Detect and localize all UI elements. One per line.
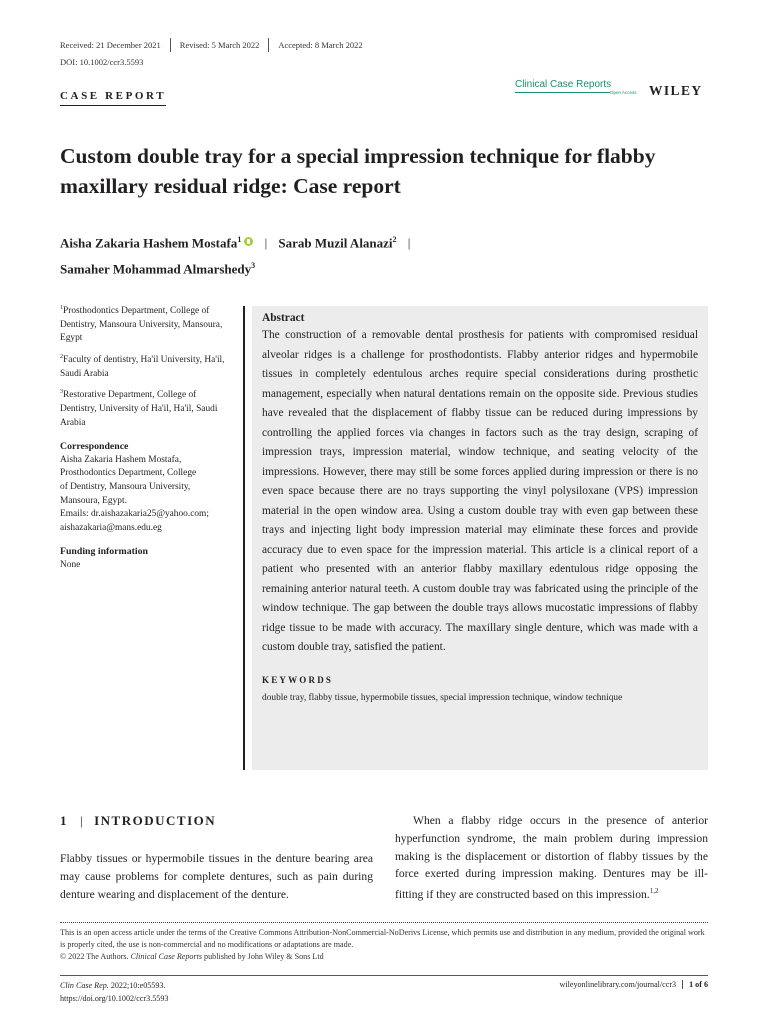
affiliation-number: 3	[60, 389, 63, 396]
section-number: 1	[60, 813, 68, 828]
license-divider	[60, 922, 708, 923]
footer-rule	[60, 975, 708, 976]
revised-date: Revised: 5 March 2022	[170, 38, 269, 52]
citation-line	[60, 980, 168, 993]
keywords-heading: KEYWORDS	[262, 674, 334, 685]
correspondence-line[interactable]: Emails: dr.aishazakaria25@yahoo.com;	[60, 509, 209, 520]
author-name[interactable]: Sarab Muzil Alanazi	[278, 235, 393, 251]
intro-paragraph-left: Flabby tissues or hypermobile tissues in the denture bearing area may cause problems for complete dentures, such as pain during denture wearing and displacement of the denture.	[60, 852, 373, 901]
author-separator: |	[407, 235, 411, 251]
abstract-heading: Abstract	[262, 312, 305, 324]
publication-dates	[60, 38, 372, 52]
affiliation-text: Faculty of dentistry, Ha'il University, Ha'il, Saudi Arabia	[60, 355, 225, 379]
abstract-text: The construction of a removable dental prosthesis for patients with compromised residual alveolar ridges is a challenge for prosthodontists. Flabby anterior ridges and hypermobile tissues in completely edentulous arches require special considerations during prosthetic management, especially when natural dentations remain on the opposite side. Previous studies have revealed that the displacement of flabby tissue can be reduced during impressions by controlling the applied forces via changes in factors such as the tray design, scraping of impression trays, impression material, window technique, and seating velocity of the impressions. However, there may still be some forces applied during impression or there is no even space because there are no trays supporting the vinyl polysiloxane (VPS) impression material in the open window area. Using a custom double tray with even gap between these trays and injecting light body impression material may eliminate these forces and provide accuracy due to even space for the impression material. This article is a clinical report of a patient who presented with an anterior flabby maxillary edentulous ridge opposing the remaining anterior natural teeth. A custom double tray was fabricated using the principle of the window technique. The gap between the double trays allows mucostatic impressions of flabby ridge tissue to be made with accuracy. The maxillary single denture, which was made with a custom double tray, satisfied the patient.	[262, 329, 698, 653]
journal-site-link[interactable]: wileyonlinelibrary.com/journal/ccr3	[559, 980, 677, 989]
author-aff: 3	[251, 261, 256, 271]
page-number: 1 of 6	[682, 980, 708, 989]
intro-paragraph-right	[395, 812, 708, 904]
affiliation-number: 1	[60, 305, 63, 311]
keywords-list: double tray, flabby tissue, hypermobile tissues, special impression technique, window technique	[262, 692, 623, 703]
copyright-suffix: published by John Wiley & Sons Ltd	[202, 952, 324, 961]
affiliation	[60, 302, 235, 346]
abstract-rule	[243, 306, 245, 770]
citation-details: 2022;10:e05593.	[108, 981, 166, 990]
journal-underline	[515, 92, 610, 93]
license-notice	[60, 927, 708, 963]
received-date: Received: 21 December 2021	[60, 40, 161, 50]
footer-citation	[60, 980, 168, 1005]
footer-right	[560, 980, 708, 989]
affiliation-number: 2	[60, 353, 63, 360]
license-text: This is an open access article under the terms of the Creative Commons Attribution-NonCommercial-NoDerivs License, which permits use and distribution in any medium, provided the original work is properly cited, the use is non-commercial and no modifications or adaptations are made.	[60, 928, 705, 949]
journal-name: Clinical Case Reports	[515, 79, 612, 90]
correspondence-line: Prosthodontics Department, College	[60, 468, 197, 479]
orcid-icon[interactable]	[244, 237, 253, 246]
doi-link[interactable]: https://doi.org/10.1002/ccr3.5593	[60, 993, 169, 1003]
affiliation-text: Restorative Department, College of Dentistry, University of Ha'il, Ha'il, Saudi Arabia	[60, 390, 218, 428]
funding-text: None	[60, 559, 81, 570]
doi-label: DOI: 10.1002/ccr3.5593	[60, 57, 144, 67]
affiliation	[60, 386, 235, 430]
citation-ref[interactable]: 1,2	[649, 887, 659, 896]
affiliation-text: Prosthodontics Department, College of Dentistry, Mansoura University, Mansoura, Egypt	[60, 306, 223, 344]
author-aff: 2	[392, 235, 397, 244]
correspondence-heading: Correspondence	[60, 441, 129, 453]
accepted-date: Accepted: 8 March 2022	[268, 38, 371, 52]
correspondence-details	[60, 454, 235, 536]
section-separator: |	[80, 813, 85, 828]
journal-logo[interactable]	[515, 79, 637, 95]
correspondence-line: of Dentistry, Mansoura University,	[60, 481, 191, 492]
open-access-tag: Open Access	[610, 90, 637, 95]
author-name[interactable]: Samaher Mohammad Almarshedy	[60, 261, 252, 277]
article-title: Custom double tray for a special impression technique for flabby maxillary residual ridge: Case report	[60, 144, 656, 198]
publisher-logo[interactable]: WILEY	[649, 83, 703, 98]
affiliation	[60, 351, 235, 381]
intro-right-text: When a flabby ridge occurs in the presence of anterior hyperfunction syndrome, the main problem during impression making is the displacement or distortion of flabby tissues by the force exerted during impression making. Dentures may be ill-fitting if they are constructed based on this impression.	[395, 814, 708, 902]
citation-journal: Clin Case Rep.	[60, 981, 109, 990]
correspondence-line: Mansoura, Egypt.	[60, 495, 127, 506]
author-aff: 1	[237, 235, 242, 244]
correspondence-line[interactable]: aishazakaria@mans.edu.eg	[60, 522, 162, 533]
section-heading	[60, 813, 216, 829]
abstract-box	[252, 306, 708, 770]
copyright-journal: Clinical Case Reports	[130, 952, 203, 961]
correspondence-line: Aisha Zakaria Hashem Mostafa,	[60, 454, 182, 465]
funding-heading: Funding information	[60, 546, 148, 558]
author-separator: |	[264, 235, 268, 251]
article-info-column	[60, 302, 235, 572]
section-title: INTRODUCTION	[94, 813, 217, 828]
author-list	[60, 228, 720, 281]
article-type: CASE REPORT	[60, 90, 166, 106]
copyright-line	[60, 951, 708, 963]
copyright-prefix: © 2022 The Authors.	[60, 952, 131, 961]
author-name[interactable]: Aisha Zakaria Hashem Mostafa	[60, 235, 238, 251]
